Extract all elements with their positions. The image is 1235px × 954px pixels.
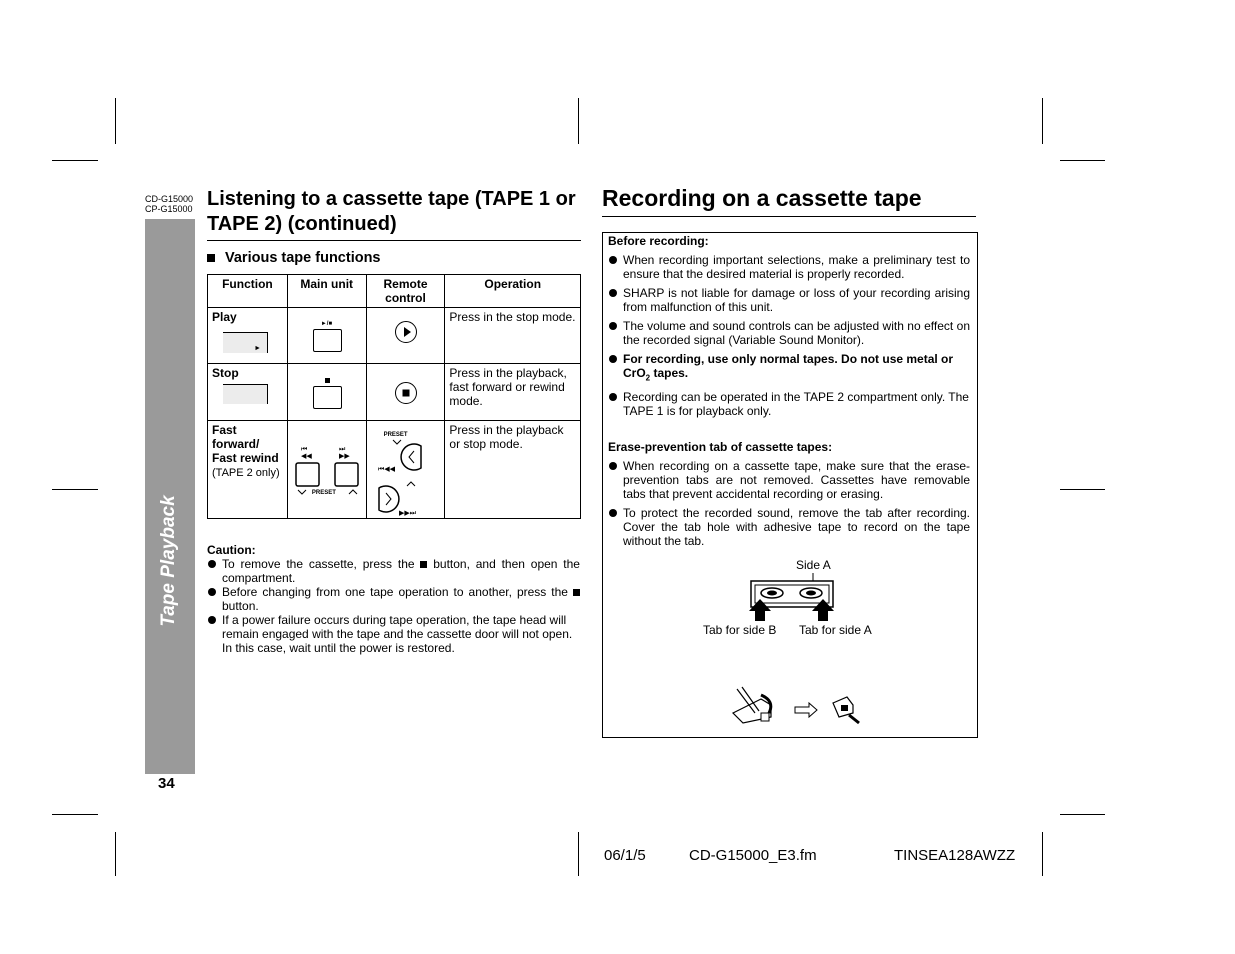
table-header: Operation [445, 275, 581, 308]
before-item: SHARP is not liable for damage or loss of your recording arising from malfunction of this unit. [608, 286, 970, 314]
erase-heading: Erase-prevention tab of cassette tapes: [608, 440, 833, 455]
title-rule [602, 216, 976, 217]
svg-text:▶▶⏭: ▶▶⏭ [398, 509, 416, 517]
sidebar-title: Tape Playback [158, 495, 179, 627]
play-stop-label: ►/■ [320, 321, 333, 327]
tab-side-b-label: Tab for side B [703, 623, 777, 637]
crop-mark [52, 814, 98, 815]
square-bullet-icon [207, 254, 215, 262]
function-note: (TAPE 2 only) [212, 467, 280, 479]
table-header: Main unit [287, 275, 366, 308]
page-number: 34 [158, 775, 175, 792]
caution-item [207, 585, 580, 613]
operation-text: Press in the playback or stop mode. [445, 421, 581, 519]
table-row [208, 308, 581, 364]
bold-text: For recording, use only normal tapes. Do not use metal or CrO [623, 352, 954, 380]
table-row [208, 364, 581, 421]
crop-mark [578, 832, 579, 876]
caution-item: If a power failure occurs during tape operation, the tape head will remain engaged with the tape and the cassette door will not open. In this case, wait until the power is restored. [207, 613, 580, 655]
recording-info-box [602, 232, 978, 738]
tape-window-icon: ► [223, 332, 268, 353]
tape-window-icon [223, 384, 268, 404]
table-header: Remote control [366, 275, 445, 308]
before-item: When recording important selections, make a preliminary test to ensure that the desired material is properly recorded. [608, 253, 970, 281]
footer-file: CD-G15000_E3.fm [689, 847, 817, 864]
svg-text:⏮: ⏮ [300, 445, 308, 453]
table-row [208, 421, 581, 519]
caution-section [207, 543, 580, 655]
cassette-tabs-illustration [743, 573, 843, 621]
stop-remote-icon [395, 382, 417, 404]
caution-text: Before changing from one tape operation to another, press the [222, 585, 568, 599]
svg-text:⏭: ⏭ [338, 445, 346, 453]
model-code: CP-G15000 [145, 204, 193, 214]
function-name: Fast forward/ Fast rewind [212, 423, 279, 465]
bold-subscript: 2 [645, 373, 651, 383]
caution-text: button, and then open the compartment. [222, 557, 580, 585]
left-title: Listening to a cassette tape (TAPE 1 or TAPE 2) (continued) [207, 188, 576, 235]
before-recording-section [608, 234, 970, 548]
play-stop-button-icon [313, 329, 342, 352]
caution-text: button. [222, 599, 259, 613]
model-codes [145, 194, 193, 214]
right-title: Recording on a cassette tape [602, 185, 922, 211]
title-rule [207, 240, 581, 241]
preset-label: PRESET [311, 490, 336, 496]
svg-text:▶▶: ▶▶ [338, 452, 350, 460]
caution-item [207, 557, 580, 585]
before-heading: Before recording: [608, 234, 709, 248]
function-name: Stop [212, 366, 239, 380]
crop-mark [1060, 489, 1105, 490]
caution-text: To remove the cassette, press the [222, 557, 415, 571]
tab-side-a-label: Tab for side A [799, 623, 872, 637]
operation-text: Press in the stop mode. [445, 308, 581, 364]
stop-square-icon [420, 561, 427, 568]
model-code: CD-G15000 [145, 194, 194, 204]
caution-heading: Caution: [207, 543, 256, 557]
crop-mark [115, 98, 116, 144]
svg-text:◀◀: ◀◀ [300, 452, 312, 460]
crop-mark [52, 489, 98, 490]
footer-code: TINSEA128AWZZ [894, 847, 1016, 864]
before-item-bold [608, 352, 970, 385]
crop-mark [115, 832, 116, 876]
crop-mark [1060, 814, 1105, 815]
svg-text:⏮◀◀: ⏮◀◀ [377, 465, 395, 473]
crop-mark [1060, 160, 1105, 161]
stop-square-icon [573, 589, 580, 596]
operation-text: Press in the playback, fast forward or rewind mode. [445, 364, 581, 421]
preset-label: PRESET [383, 432, 408, 438]
crop-mark [1042, 832, 1043, 876]
tape-functions-table [207, 274, 581, 519]
tab-removal-illustration [731, 683, 866, 728]
stop-button-icon [313, 386, 342, 409]
section-subtitle [207, 250, 381, 266]
subtitle-text: Various tape functions [225, 250, 381, 266]
before-item: Recording can be operated in the TAPE 2 compartment only. The TAPE 1 is for playback only. [608, 390, 970, 418]
side-a-label: Side A [796, 558, 831, 572]
before-item: The volume and sound controls can be adjusted with no effect on the recorded signal (Variable Sound Monitor). [608, 319, 970, 347]
function-name: Play [212, 310, 237, 324]
crop-mark [1042, 98, 1043, 144]
crop-mark [578, 98, 579, 144]
crop-mark [52, 160, 98, 161]
table-header: Function [208, 275, 288, 308]
play-remote-icon [395, 321, 417, 343]
section-sidebar [145, 219, 195, 774]
erase-item: When recording on a cassette tape, make sure that the erase-prevention tabs are not removed. Cassettes have removable tabs that prevent accidental recording or erasing. [608, 459, 970, 501]
bold-text-end: tapes. [650, 366, 689, 380]
stop-symbol-icon [325, 378, 330, 383]
footer-date: 06/1/5 [604, 847, 646, 864]
erase-item: To protect the recorded sound, remove the tab after recording. Cover the tab hole with adhesive tape to record on the tape without the tab. [608, 506, 970, 548]
preset-remote-icon [377, 439, 439, 517]
